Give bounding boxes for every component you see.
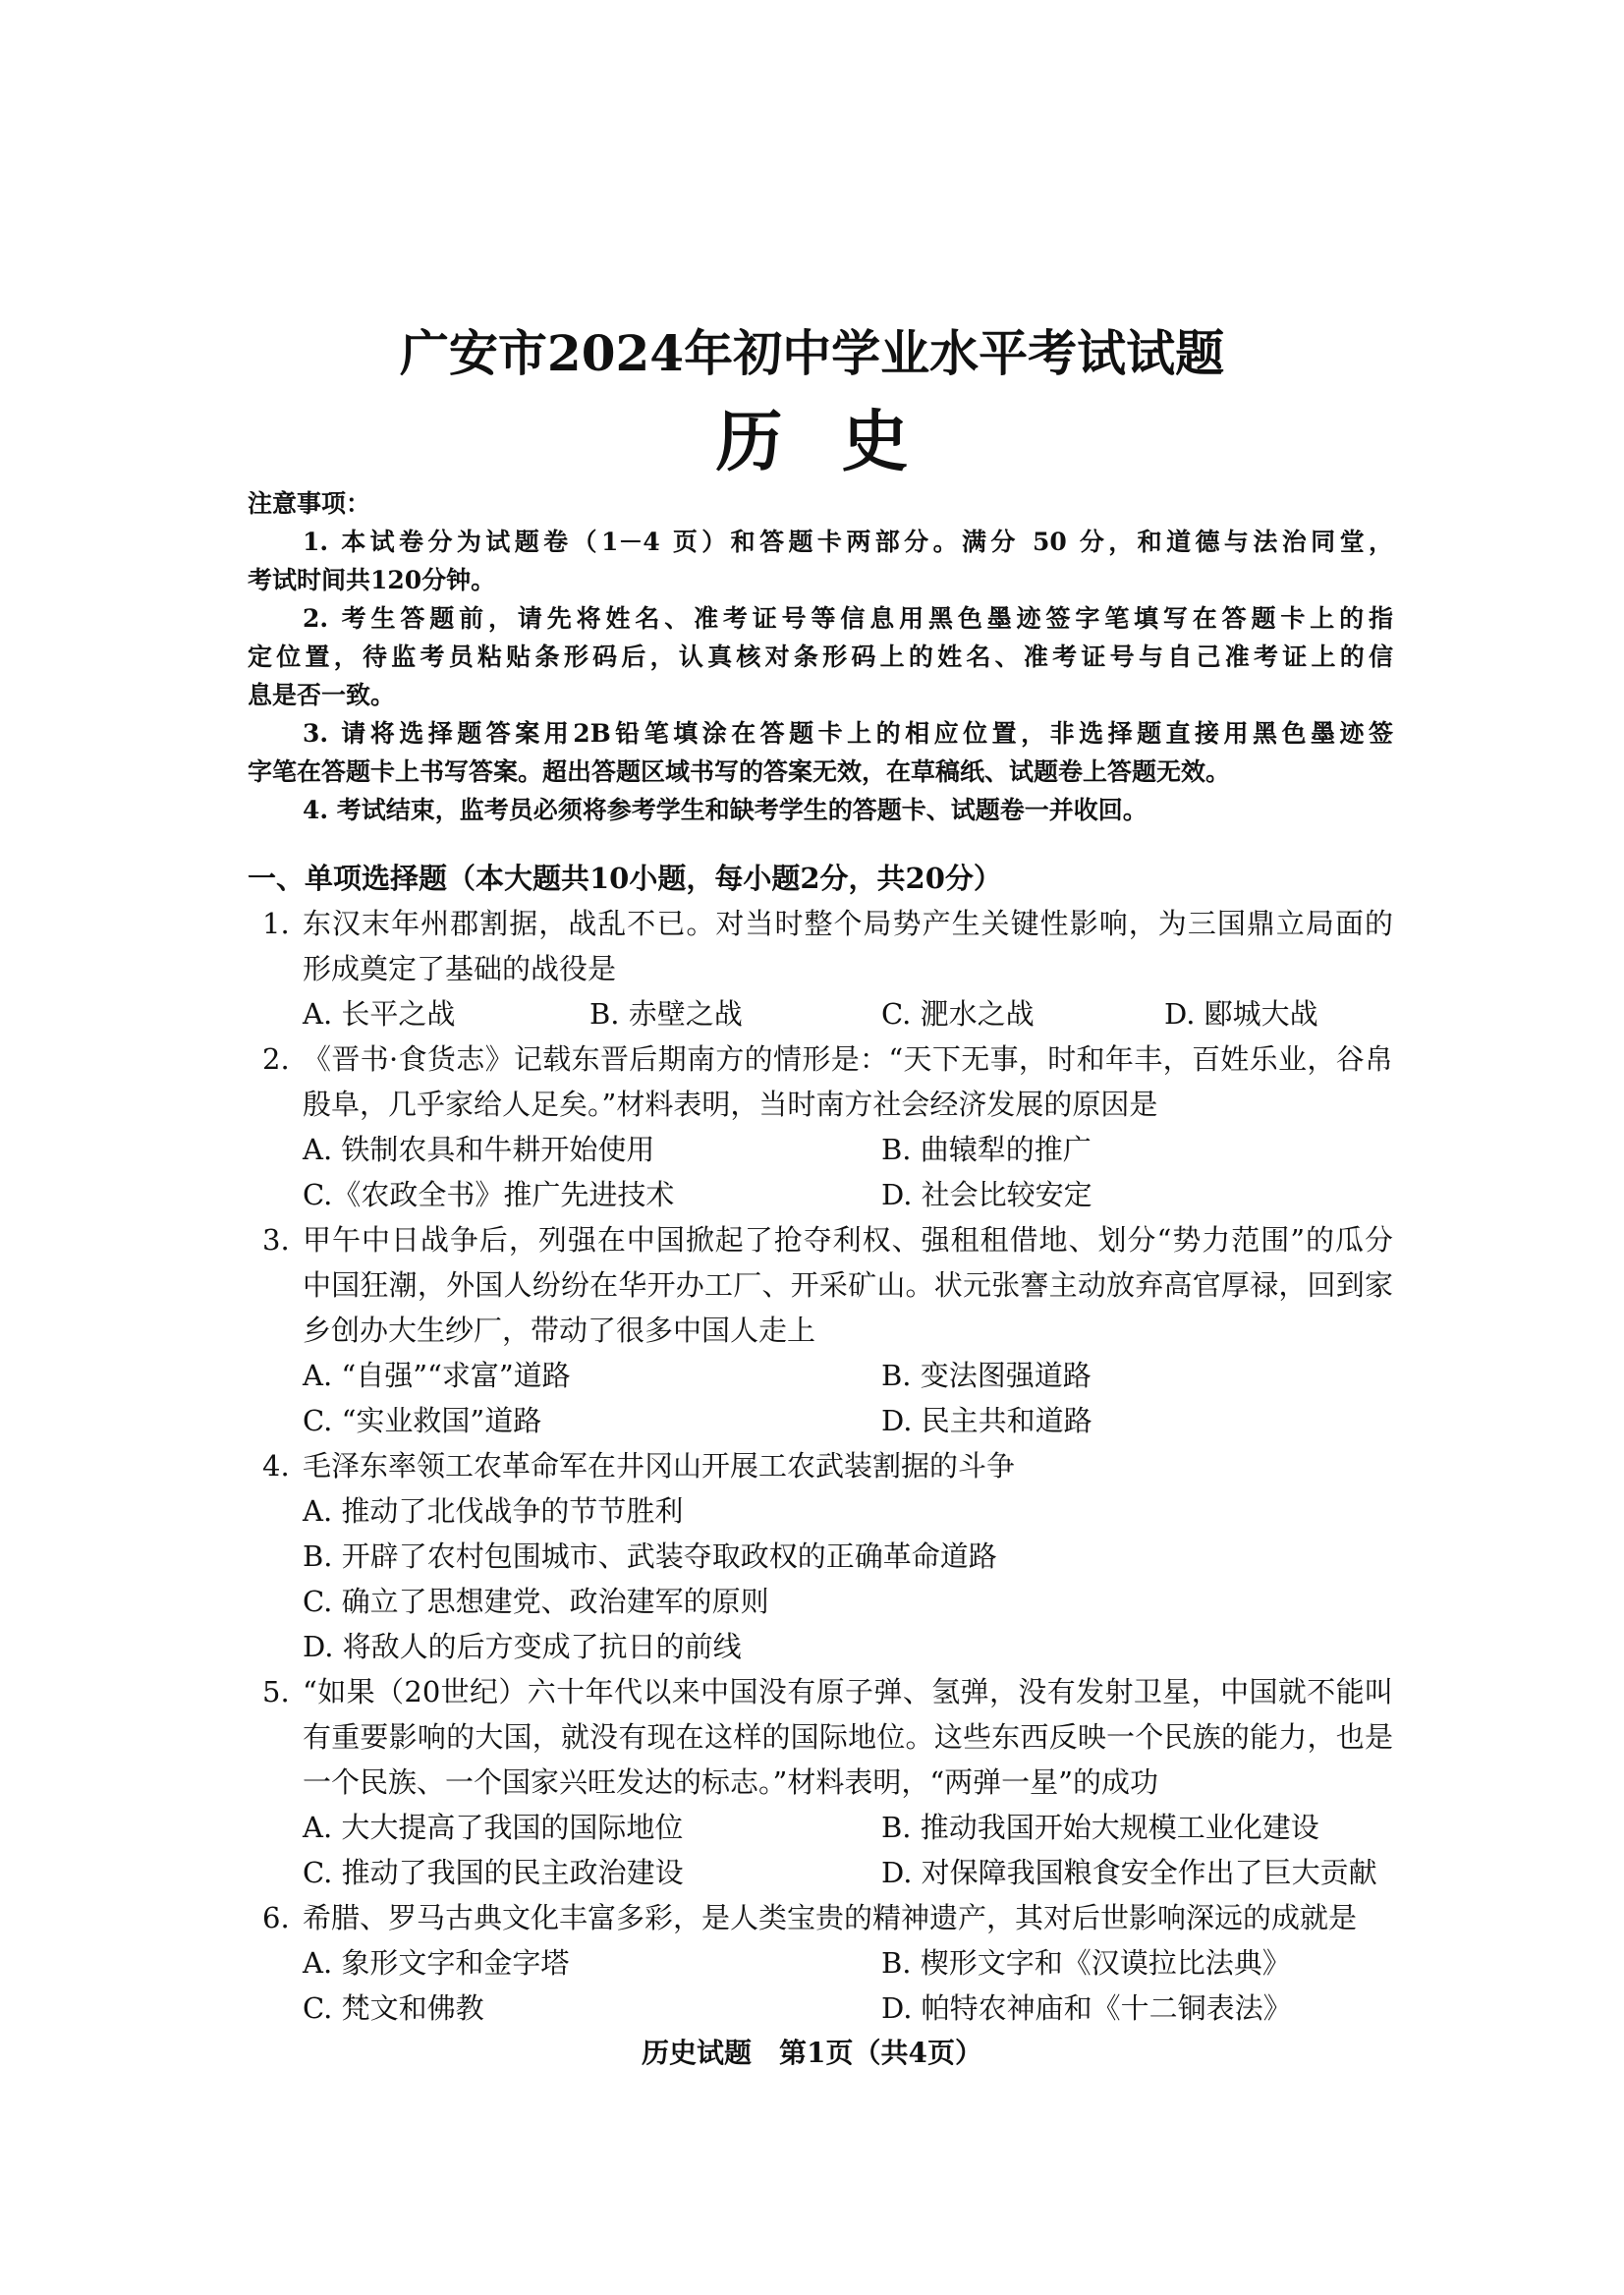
question-number: 6. bbox=[262, 1901, 290, 1934]
answer-option[interactable]: B. 赤壁之战 bbox=[589, 997, 743, 1031]
question-number: 5. bbox=[262, 1675, 290, 1708]
questions-section bbox=[248, 856, 1393, 2031]
answer-option[interactable]: C. 梵文和佛教 bbox=[303, 1991, 484, 2025]
answer-option[interactable]: C. 确立了思想建党、政治建军的原则 bbox=[303, 1585, 769, 1618]
options-row bbox=[248, 1353, 1393, 1398]
question-number: 4. bbox=[262, 1449, 290, 1483]
question-text: 殷阜，几乎家给人足矣。”材料表明，当时南方社会经济发展的原因是 bbox=[303, 1088, 1158, 1121]
question-text: 东汉末年州郡割据，战乱不已。对当时整个局势产生关键性影响，为三国鼎立局面的 bbox=[303, 907, 1393, 940]
answer-option[interactable]: D. 社会比较安定 bbox=[881, 1178, 1092, 1211]
options-row bbox=[248, 1940, 1393, 1986]
options-row bbox=[248, 1127, 1393, 1172]
question-stem-line bbox=[248, 1895, 1393, 1940]
answer-option[interactable]: C. 推动了我国的民主政治建设 bbox=[303, 1856, 684, 1889]
question-number: 1. bbox=[262, 907, 290, 940]
notice-line: 息是否一致。 bbox=[248, 681, 396, 709]
answer-option[interactable]: B. 曲辕犁的推广 bbox=[881, 1133, 1092, 1166]
notes-section bbox=[248, 484, 1393, 829]
question-text: 中国狂潮，外国人纷纷在华开办工厂、开采矿山。状元张謇主动放弃高官厚禄，回到家 bbox=[303, 1268, 1393, 1302]
question-number: 3. bbox=[262, 1223, 290, 1257]
question-stem-line bbox=[248, 1760, 1393, 1805]
notice-line: 3. 请将选择题答案用2B铅笔填涂在答题卡上的相应位置，非选择题直接用黑色墨迹签 bbox=[303, 719, 1393, 748]
exam-title: 广安市2024年初中学业水平考试试题 bbox=[399, 324, 1225, 382]
question-stem-line bbox=[248, 946, 1393, 991]
question-text: 甲午中日战争后，列强在中国掀起了抢夺利权、强租租借地、划分“势力范围”的瓜分 bbox=[303, 1223, 1393, 1257]
question-stem-line bbox=[248, 1036, 1393, 1082]
answer-option[interactable]: C. “实业救国”道路 bbox=[303, 1404, 542, 1437]
notice-line: 字笔在答题卡上书写答案。超出答题区域书写的答案无效，在草稿纸、试题卷上答题无效。 bbox=[248, 757, 1231, 786]
answer-option[interactable]: A. 长平之战 bbox=[303, 997, 456, 1031]
question-stem-line bbox=[248, 1262, 1393, 1308]
question-stem-line bbox=[248, 901, 1393, 946]
answer-option[interactable]: B. 开辟了农村包围城市、武装夺取政权的正确革命道路 bbox=[303, 1539, 997, 1573]
options-row bbox=[248, 1534, 1393, 1579]
answer-option[interactable]: D. 帕特农神庙和《十二铜表法》 bbox=[881, 1991, 1292, 2025]
options-row bbox=[248, 1172, 1393, 1217]
answer-option[interactable]: A. 铁制农具和牛耕开始使用 bbox=[303, 1133, 655, 1166]
answer-option[interactable]: A. 推动了北伐战争的节节胜利 bbox=[303, 1494, 684, 1528]
question-stem-line bbox=[248, 1714, 1393, 1760]
notice-line: 4. 考试结束，监考员必须将参考学生和缺考学生的答题卡、试题卷一并收回。 bbox=[303, 796, 1148, 824]
question-stem-line bbox=[248, 1443, 1393, 1488]
answer-option[interactable]: B. 推动我国开始大规模工业化建设 bbox=[881, 1811, 1319, 1844]
options-row bbox=[248, 1488, 1393, 1534]
options-row bbox=[248, 1805, 1393, 1850]
answer-option[interactable]: D. 民主共和道路 bbox=[881, 1404, 1092, 1437]
answer-option[interactable]: D. 对保障我国粮食安全作出了巨大贡献 bbox=[881, 1856, 1377, 1889]
answer-option[interactable]: A. 大大提高了我国的国际地位 bbox=[303, 1811, 684, 1844]
question-stem-line bbox=[248, 1669, 1393, 1714]
question-text: 一个民族、一个国家兴旺发达的标志。”材料表明，“两弹一星”的成功 bbox=[303, 1765, 1158, 1799]
answer-option[interactable]: C.《农政全书》推广先进技术 bbox=[303, 1178, 675, 1211]
answer-option[interactable]: B. 楔形文字和《汉谟拉比法典》 bbox=[881, 1946, 1291, 1980]
answer-option[interactable]: C. 淝水之战 bbox=[881, 997, 1035, 1031]
options-row bbox=[248, 1850, 1393, 1895]
answer-option[interactable]: A. 象形文字和金字塔 bbox=[303, 1946, 570, 1980]
notice-line: 1. 本试卷分为试题卷（1－4 页）和答题卡两部分。满分 50 分，和道德与法治同堂， bbox=[303, 528, 1393, 556]
question-stem-line bbox=[248, 1082, 1393, 1127]
page-footer: 历史试题 第1页（共4页） bbox=[642, 2037, 982, 2069]
question-text: 乡创办大生纱厂，带动了很多中国人走上 bbox=[303, 1314, 816, 1347]
question-stem-line bbox=[248, 1308, 1393, 1353]
question-text: “如果（20世纪）六十年代以来中国没有原子弹、氢弹，没有发射卫星，中国就不能叫 bbox=[303, 1675, 1393, 1708]
options-row bbox=[248, 1398, 1393, 1443]
notice-line: 定位置，待监考员粘贴条形码后，认真核对条形码上的姓名、准考证号与自己准考证上的信 bbox=[248, 643, 1393, 671]
options-row bbox=[248, 991, 1393, 1036]
answer-option[interactable]: B. 变法图强道路 bbox=[881, 1359, 1092, 1392]
notes-heading: 注意事项： bbox=[248, 489, 371, 518]
options-row bbox=[248, 1624, 1393, 1669]
question-text: 《晋书·食货志》记载东晋后期南方的情形是：“天下无事，时和年丰，百姓乐业，谷帛 bbox=[303, 1042, 1393, 1076]
question-text: 希腊、罗马古典文化丰富多彩，是人类宝贵的精神遗产，其对后世影响深远的成就是 bbox=[303, 1901, 1358, 1934]
options-row bbox=[248, 1986, 1393, 2031]
options-row bbox=[248, 1579, 1393, 1624]
question-text: 形成奠定了基础的战役是 bbox=[303, 952, 617, 985]
notice-line: 考试时间共120分钟。 bbox=[248, 566, 496, 594]
question-text: 有重要影响的大国，就没有现在这样的国际地位。这些东西反映一个民族的能力，也是 bbox=[303, 1720, 1393, 1754]
question-text: 毛泽东率领工农革命军在井冈山开展工农武装割据的斗争 bbox=[303, 1449, 1016, 1483]
question-stem-line bbox=[248, 1217, 1393, 1262]
answer-option[interactable]: A. “自强”“求富”道路 bbox=[303, 1359, 571, 1392]
subject-title: 历史 bbox=[715, 403, 968, 481]
answer-option[interactable]: D. 郾城大战 bbox=[1164, 997, 1318, 1031]
answer-option[interactable]: D. 将敌人的后方变成了抗日的前线 bbox=[303, 1630, 742, 1663]
notice-line: 2. 考生答题前，请先将姓名、准考证号等信息用黑色墨迹签字笔填写在答题卡上的指 bbox=[303, 604, 1393, 633]
section-heading: 一、单项选择题（本大题共10小题，每小题2分，共20分） bbox=[248, 862, 1002, 895]
question-number: 2. bbox=[262, 1042, 290, 1076]
